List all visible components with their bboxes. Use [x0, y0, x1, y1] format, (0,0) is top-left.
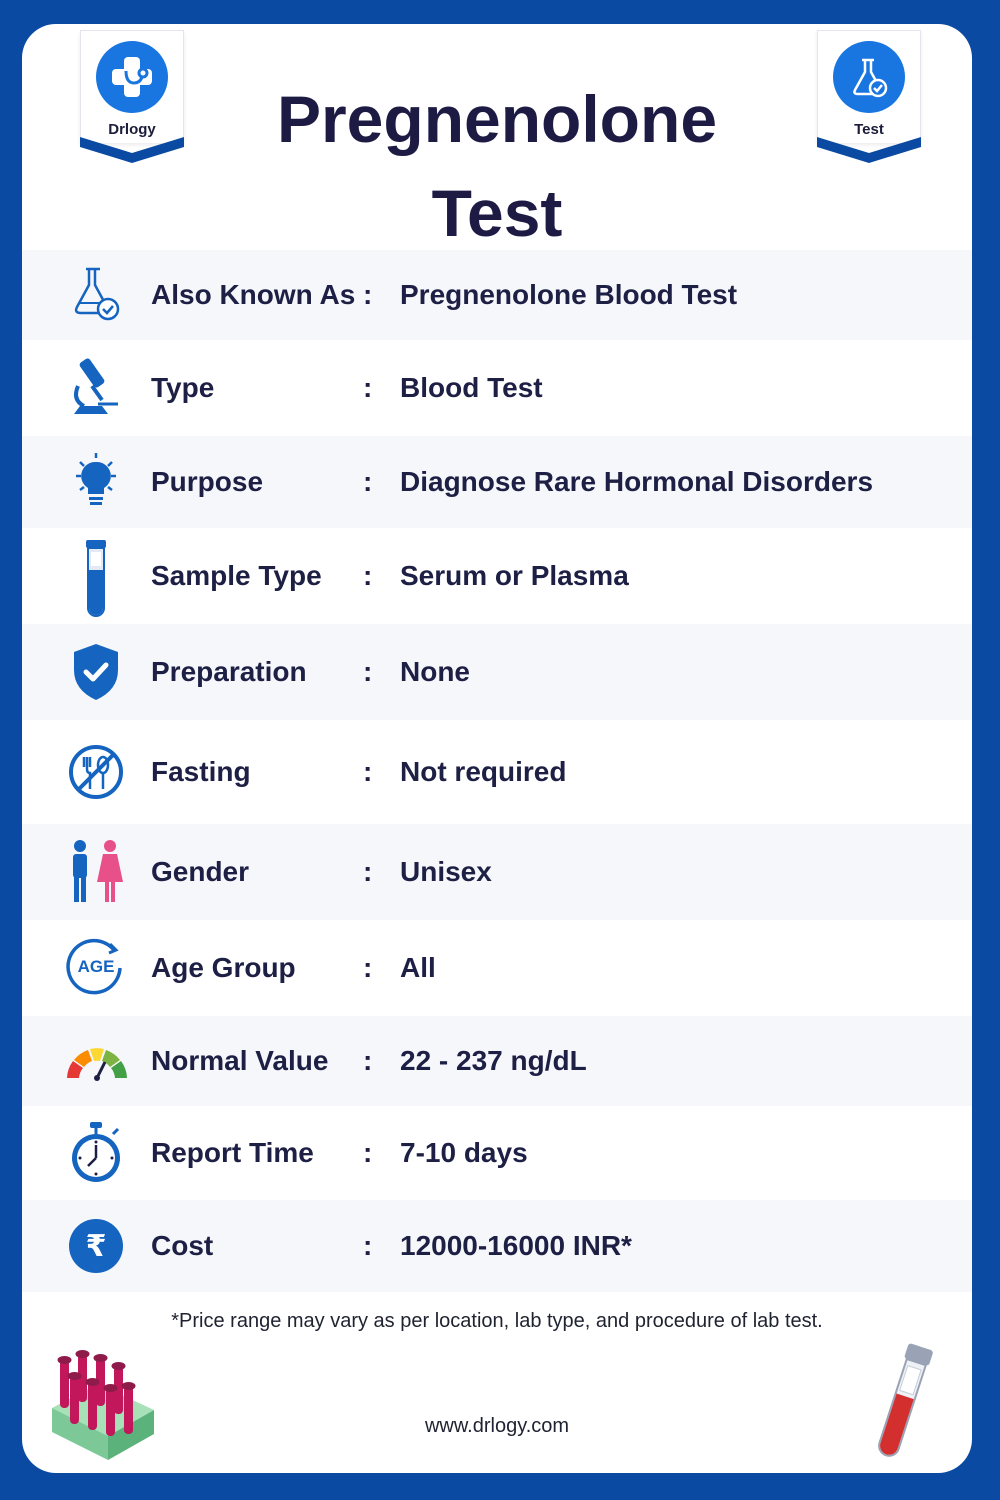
stopwatch-icon [64, 1120, 128, 1184]
info-row-fasting [22, 720, 972, 824]
row-value: Not required [400, 756, 567, 787]
info-row-sample-type [22, 528, 972, 624]
row-separator: : [363, 1045, 373, 1076]
info-row-age-group [22, 920, 972, 1016]
row-label: Normal Value [151, 1045, 329, 1076]
info-card [22, 24, 972, 1473]
row-separator: : [363, 466, 373, 497]
age-icon [64, 934, 128, 998]
test-badge[interactable] [817, 30, 921, 143]
age-icon-text: AGE [77, 957, 115, 976]
row-separator: : [363, 1230, 373, 1261]
row-separator: : [363, 856, 373, 887]
flask-check-icon [833, 41, 905, 113]
title-line-1: Pregnenolone [276, 82, 718, 156]
row-separator: : [363, 756, 373, 787]
rupee-icon [64, 1214, 128, 1278]
shield-check-icon [64, 640, 128, 704]
row-value: Serum or Plasma [400, 560, 629, 591]
test-tube-rack-illustration [48, 1346, 158, 1469]
blood-tube-illustration [868, 1340, 938, 1471]
row-label: Type [151, 372, 215, 403]
badge-ribbon [817, 137, 921, 165]
row-value: Unisex [400, 856, 492, 887]
row-label: Report Time [151, 1137, 314, 1168]
row-value: 7-10 days [400, 1137, 528, 1168]
row-label: Sample Type [151, 560, 322, 591]
info-row-preparation [22, 624, 972, 720]
no-food-icon [64, 740, 128, 804]
info-row-purpose [22, 436, 972, 528]
info-row-report-time [22, 1106, 972, 1200]
drlogy-badge[interactable] [80, 30, 184, 143]
gauge-icon [62, 1030, 132, 1094]
row-label: Purpose [151, 466, 264, 497]
row-value: Pregnenolone Blood Test [400, 279, 738, 310]
price-disclaimer: *Price range may vary as per location, lab type, and procedure of lab test. [171, 1310, 823, 1332]
row-label: Gender [151, 856, 250, 887]
info-row-cost [22, 1200, 972, 1292]
flask-check-icon [64, 263, 128, 327]
row-value: Diagnose Rare Hormonal Disorders [400, 466, 874, 497]
male-female-icon [64, 836, 128, 908]
test-badge-label: Test [854, 121, 884, 138]
website-link[interactable]: www.drlogy.com [424, 1415, 570, 1437]
test-tube-icon [64, 538, 128, 618]
row-separator: : [363, 952, 373, 983]
info-row-type [22, 340, 972, 436]
row-value: Blood Test [400, 372, 543, 403]
microscope-icon [64, 356, 128, 420]
row-separator: : [363, 279, 373, 310]
row-value: 12000-16000 INR* [400, 1230, 632, 1261]
row-label: Fasting [151, 756, 251, 787]
row-value: All [400, 952, 436, 983]
row-label: Cost [151, 1230, 214, 1261]
title-line-2: Test [431, 176, 563, 250]
row-label: Age Group [151, 952, 296, 983]
row-label: Also Known As [151, 279, 356, 310]
row-separator: : [363, 372, 373, 403]
row-separator: : [363, 560, 373, 591]
row-separator: : [363, 656, 373, 687]
medical-cross-stethoscope-icon [96, 41, 168, 113]
page-title [202, 72, 792, 260]
row-value: 22 - 237 ng/dL [400, 1045, 587, 1076]
drlogy-badge-label: Drlogy [108, 121, 156, 138]
info-row-normal-value [22, 1016, 972, 1106]
row-value: None [400, 656, 470, 687]
rupee-icon-text: ₹ [85, 1229, 107, 1264]
badge-ribbon [80, 137, 184, 165]
info-row-gender [22, 824, 972, 920]
row-label: Preparation [151, 656, 307, 687]
info-row-also-known-as [22, 250, 972, 340]
lightbulb-icon [64, 450, 128, 514]
row-separator: : [363, 1137, 373, 1168]
